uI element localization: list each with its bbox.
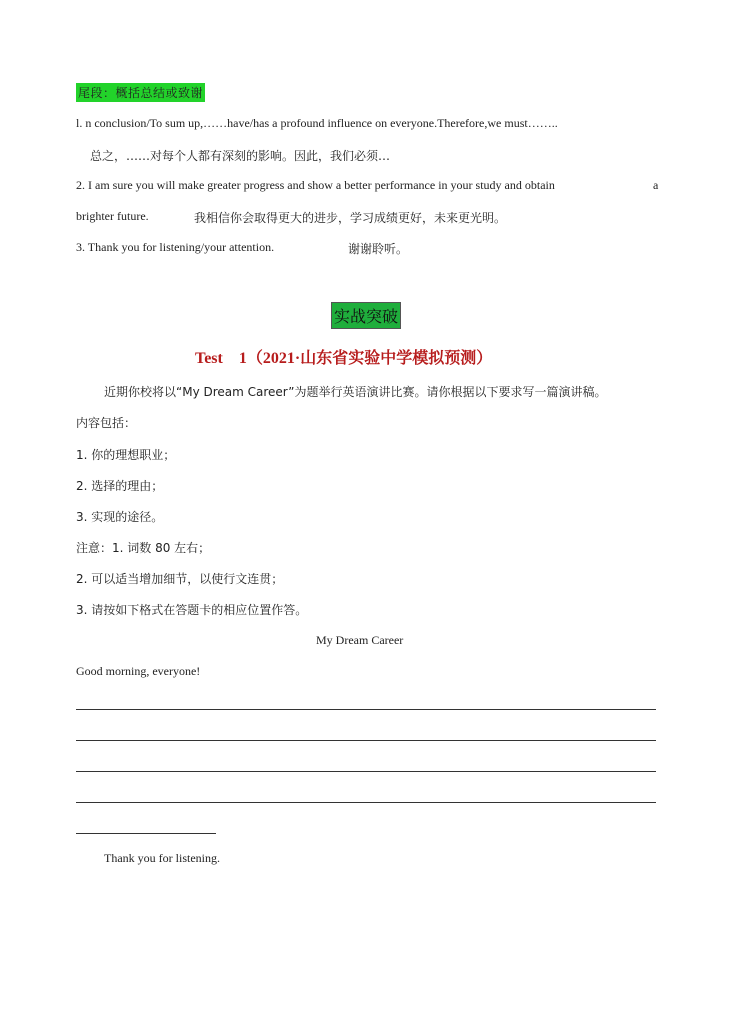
note-1: 注意：1. 词数 80 左右； xyxy=(76,541,211,555)
point-3: 3. 实现的途径。 xyxy=(76,510,164,524)
ending-heading: 尾段：概括总结或致谢 xyxy=(76,83,205,102)
essay-title: My Dream Career xyxy=(316,633,404,647)
answer-line xyxy=(76,709,656,710)
section-title: 实战突破 xyxy=(331,302,401,329)
ending-item-2-zh: 我相信你会取得更大的进步，学习成绩更好，未来更光明。 xyxy=(194,211,507,225)
ending-item-3-en: 3. Thank you for listening/your attention. xyxy=(76,240,275,254)
ending-item-1-en: l. n conclusion/To sum up,……have/has a profound influence on everyone.Therefore,we must…….. xyxy=(76,116,558,130)
note-3: 3. 请按如下格式在答题卡的相应位置作答。 xyxy=(76,603,308,617)
essay-closing: Thank you for listening. xyxy=(104,851,220,865)
test-prompt: 近期你校将以“My Dream Career”为题举行英语演讲比赛。请你根据以下要求写一篇演讲稿。 xyxy=(104,385,607,399)
point-1: 1. 你的理想职业； xyxy=(76,448,176,462)
ending-item-2-en-line2: brighter future. xyxy=(76,209,149,223)
ending-item-2-en-line1-tail: a xyxy=(653,178,659,192)
answer-line xyxy=(76,740,656,741)
ending-item-2-en-line1: 2. I am sure you will make greater progress and show a better performance in your study and obtain xyxy=(76,178,555,192)
answer-line xyxy=(76,771,656,772)
essay-greeting: Good morning, everyone! xyxy=(76,664,201,678)
ending-item-3-zh: 谢谢聆听。 xyxy=(348,242,409,256)
note-2: 2. 可以适当增加细节，以使行文连贯； xyxy=(76,572,284,586)
answer-line xyxy=(76,802,656,803)
content-label: 内容包括： xyxy=(76,416,137,430)
test-title: Test 1（2021·山东省实验中学模拟预测） xyxy=(195,350,493,367)
answer-line-short xyxy=(76,833,216,834)
point-2: 2. 选择的理由； xyxy=(76,479,164,493)
ending-item-1-zh: 总之，……对每个人都有深刻的影响。因此，我们必须… xyxy=(90,149,391,163)
